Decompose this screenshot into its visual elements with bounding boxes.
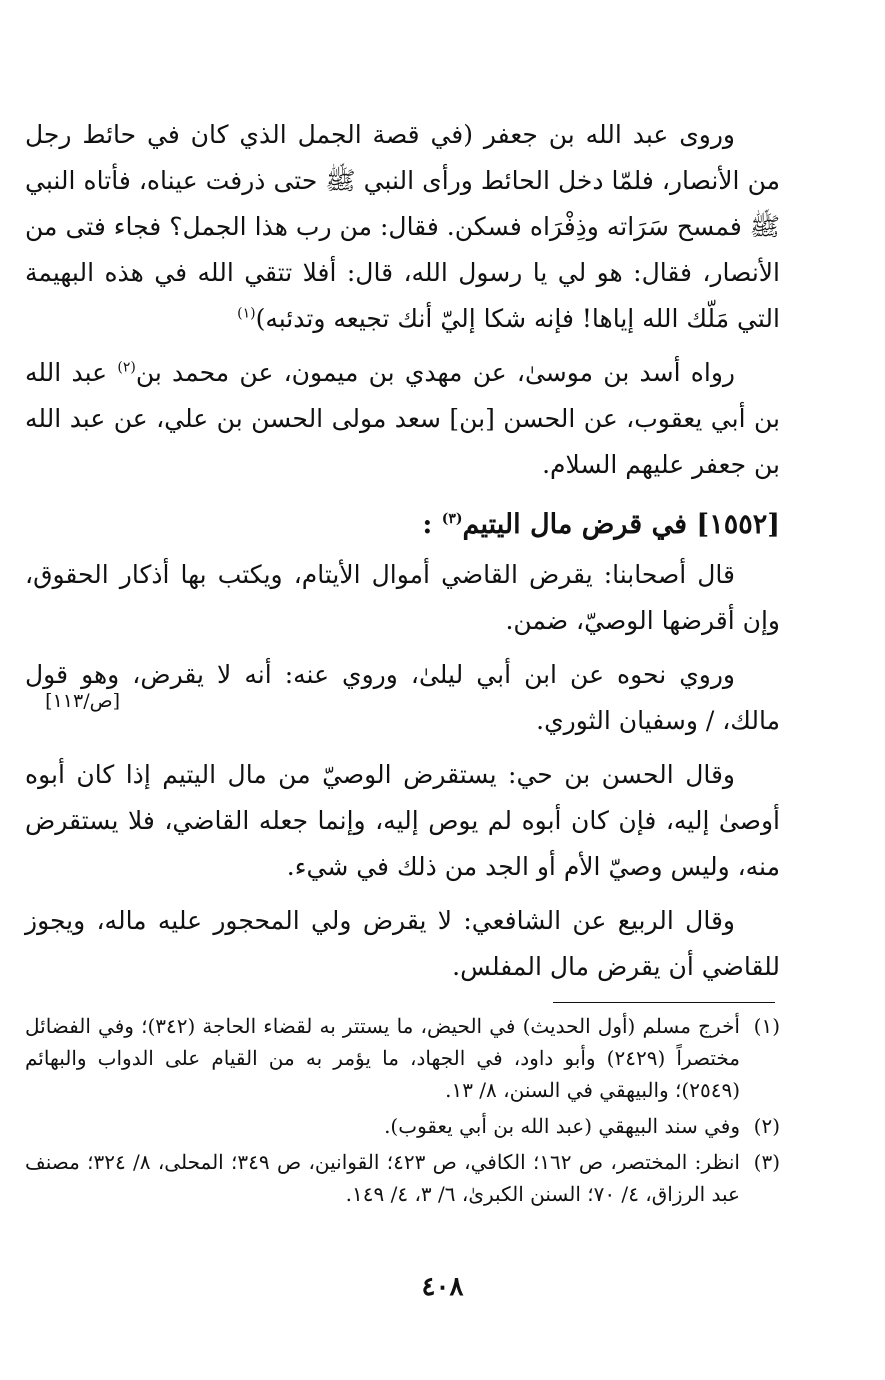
footnote-text: وفي سند البيهقي (عبد الله بن أبي يعقوب).	[384, 1114, 740, 1138]
paragraph-rabi-shafii: وقال الربيع عن الشافعي: لا يقرض ولي المحجور عليه ماله، ويجوز للقاضي أن يقرض مال المفلس.	[25, 906, 780, 981]
footnote-number: (٢)	[753, 1114, 780, 1138]
footnote-text: انظر: المختصر، ص ١٦٢؛ الكافي، ص ٤٢٣؛ القوانين، ص ٣٤٩؛ المحلى، ٨/ ٣٢٤؛ مصنف عبد الرزاق، ٤/ ٧٠؛ السنن الكبرىٰ، ٦/ ٣، ٤/ ١٤٩.	[25, 1150, 740, 1206]
footnote-2	[25, 1110, 780, 1142]
footnote-number: (٣)	[753, 1150, 780, 1174]
paragraph-hasan-ibn-hay: وقال الحسن بن حي: يستقرض الوصيّ من مال اليتيم إذا كان أبوه أوصىٰ إليه، فإن كان أبوه لم يوص إليه، وإنما جعله القاضي، فلا يستقرض منه، وليس وصيّ الأم أو الجد من ذلك في شيء.	[25, 760, 780, 881]
footnote-ref-1[interactable]: (١)	[237, 305, 256, 322]
paragraph-camel-story: وروى عبد الله بن جعفر (في قصة الجمل الذي كان في حائط رجل من الأنصار، فلمّا دخل الحائط ورأى النبي ﷺ حتى ذرفت عيناه، فأتاه النبي ﷺ فمسح سَرَاته وذِفْرَاه فسكن. فقال: من رب هذا الجمل؟ فجاء فتى من الأنصار، فقال: هو لي يا رسول الله، قال: أفلا تتقي الله في هذه البهيمة التي مَلّك الله إياها! فإنه شكا إليّ أنك تجيعه وتدئبه)$^{(١)}$	[25, 120, 780, 333]
footnote-text: أخرج مسلم (أول الحديث) في الحيض، ما يستتر به لقضاء الحاجة (٣٤٢)؛ وفي الفضائل مختصراً (٢٤٢٩) وأبو داود، في الجهاد، ما يؤمر به من القيام على الدواب والبهائم (٢٥٤٩)؛ والبيهقي في السنن، ٨/ ١٣.	[25, 1014, 740, 1102]
footnote-divider	[553, 1002, 775, 1003]
paragraph-isnad: رواه أسد بن موسىٰ، عن مهدي بن ميمون، عن محمد بن$^{(٢)}$ عبد الله بن أبي يعقوب، عن الحسن [بن] سعد مولى الحسن بن علي، عن عبد الله بن جعفر عليهم السلام.	[25, 358, 780, 479]
footnote-3	[25, 1146, 780, 1210]
footnote-ref-3[interactable]: (٣)	[441, 511, 463, 527]
paragraph-our-companions: قال أصحابنا: يقرض القاضي أموال الأيتام، ويكتب بها أذكار الحقوق، وإن أقرضها الوصيّ، ضمن.	[25, 560, 780, 635]
footnote-1	[25, 1010, 780, 1106]
footnote-number: (١)	[753, 1014, 780, 1038]
section-heading: [١٥٥٢] في قرض مال اليتيم$^{(٣)}$ :	[422, 509, 780, 540]
page-number: ٤٠٨	[421, 1272, 464, 1302]
footnotes	[25, 1010, 780, 1214]
main-text	[25, 112, 780, 990]
footnote-ref-2[interactable]: (٢)	[117, 359, 136, 376]
paragraph-ibn-abi-layla: وروي نحوه عن ابن أبي ليلىٰ، وروي عنه: أنه لا يقرض، وهو قول مالك، / وسفيان الثوري.	[25, 660, 780, 735]
margin-page-reference: [ص/١١٣]	[45, 690, 120, 712]
